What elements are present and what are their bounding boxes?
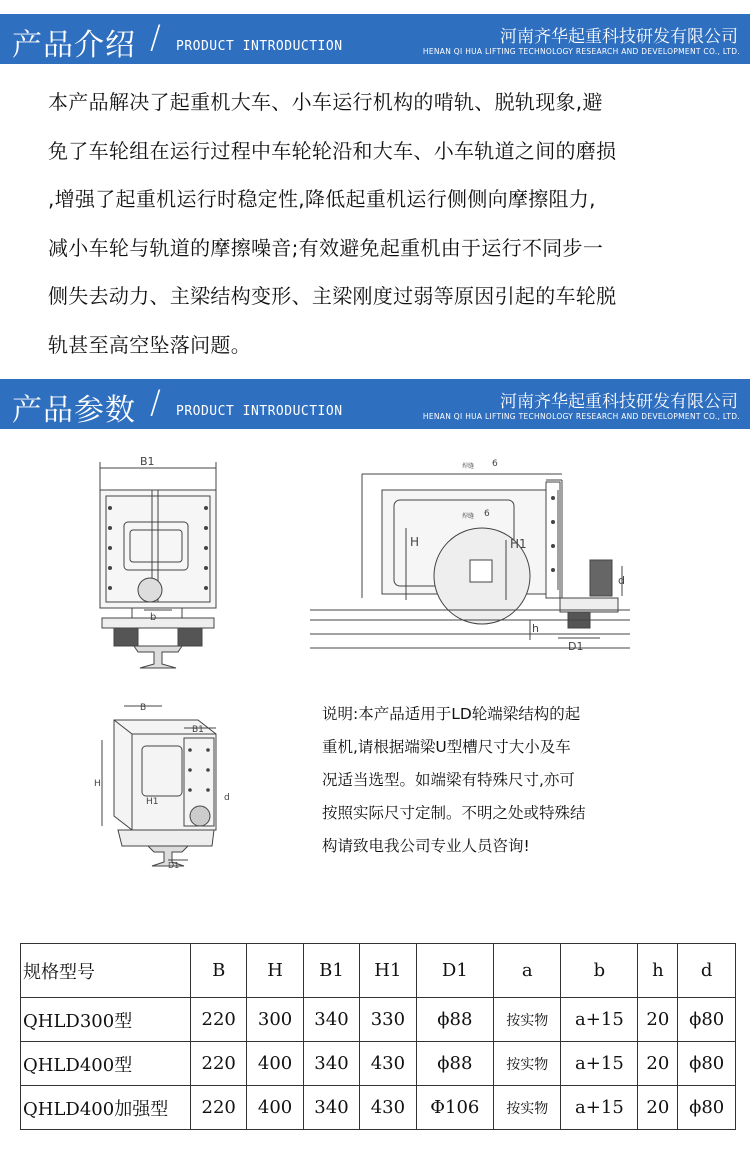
- note-line: 构请致电我公司专业人员咨询!: [322, 837, 530, 855]
- table-cell: 400: [247, 1086, 303, 1130]
- table-cell: a+15: [561, 1042, 638, 1086]
- label-b1: B1: [140, 455, 155, 468]
- table-cell: a+15: [561, 998, 638, 1042]
- table-header: D1: [416, 944, 494, 998]
- section-subtitle: PRODUCT INTRODUCTION: [176, 404, 343, 419]
- table-row: [21, 1086, 736, 1130]
- label-h: h: [532, 622, 539, 635]
- side-view-diagram: [310, 450, 630, 660]
- note-line: 按照实际尺寸定制。不明之处或特殊结: [322, 804, 586, 822]
- intro-line: 轨甚至高空坠落问题。: [48, 332, 251, 357]
- intro-line: 侧失去动力、主梁结构变形、主梁刚度过弱等原因引起的车轮脱: [48, 284, 617, 308]
- table-header: d: [678, 944, 736, 998]
- table-cell: 按实物: [494, 1086, 561, 1130]
- label-h1: H1: [510, 537, 527, 551]
- intro-line: 免了车轮组在运行过程中车轮轮沿和大车、小车轨道之间的磨损: [48, 138, 617, 163]
- company-name: 河南齐华起重科技研发有限公司: [500, 27, 738, 47]
- table-header: B: [191, 944, 247, 998]
- table-header: a: [494, 944, 561, 998]
- table-header: b: [561, 944, 638, 998]
- note-line: 说明:本产品适用于LD轮端梁结构的起: [322, 705, 581, 723]
- usage-note: [322, 698, 652, 863]
- table-header-row: [21, 944, 736, 998]
- section-banner-intro: [0, 14, 750, 64]
- table-header: H1: [360, 944, 416, 998]
- table-cell: 330: [360, 998, 416, 1042]
- table-cell: 220: [191, 1042, 247, 1086]
- intro-line: 减小车轮与轨道的摩擦噪音;有效避免起重机由于运行不同步一: [48, 235, 604, 260]
- table-cell: 20: [638, 1086, 678, 1130]
- label-weld-top: 6: [492, 459, 498, 469]
- label-h-cap: H: [410, 535, 420, 549]
- company-name: 河南齐华起重科技研发有限公司: [500, 392, 738, 412]
- label-h1: H1: [146, 797, 159, 807]
- label-d1: D1: [568, 640, 584, 653]
- table-row: [21, 998, 736, 1042]
- table-header: h: [638, 944, 678, 998]
- label-b: b: [150, 612, 157, 623]
- table-cell: QHLD300型: [21, 998, 191, 1042]
- table-cell: ϕ80: [678, 1042, 736, 1086]
- section-title: 产品介绍: [12, 28, 136, 63]
- table-cell: 430: [360, 1086, 416, 1130]
- intro-line: ,增强了起重机运行时稳定性,降低起重机运行侧侧向摩擦阻力,: [48, 187, 596, 211]
- note-line: 况适当选型。如端梁有特殊尺寸,亦可: [322, 771, 575, 789]
- company-name-en: HENAN QI HUA LIFTING TECHNOLOGY RESEARCH AND DEVELOPMENT CO., LTD.: [422, 412, 740, 421]
- table-cell: 按实物: [494, 1042, 561, 1086]
- table-cell: QHLD400型: [21, 1042, 191, 1086]
- label-weld-note-mid: 焊缝: [462, 513, 475, 520]
- table-cell: ϕ80: [678, 998, 736, 1042]
- label-d: d: [224, 793, 230, 803]
- spec-table: [20, 943, 736, 1130]
- title-slash: /: [150, 383, 161, 421]
- table-cell: 220: [191, 998, 247, 1042]
- table-cell: ϕ80: [678, 1086, 736, 1130]
- label-weld-note-top: 焊缝: [462, 463, 475, 470]
- section-subtitle: PRODUCT INTRODUCTION: [176, 39, 343, 54]
- table-cell: ϕ88: [416, 998, 494, 1042]
- table-cell: Φ106: [416, 1086, 494, 1130]
- label-weld-mid: 6: [484, 509, 490, 519]
- table-header: 规格型号: [21, 944, 191, 998]
- table-cell: 430: [360, 1042, 416, 1086]
- label-h-cap: H: [94, 779, 101, 789]
- table-cell: 20: [638, 1042, 678, 1086]
- company-name-en: HENAN QI HUA LIFTING TECHNOLOGY RESEARCH AND DEVELOPMENT CO., LTD.: [422, 47, 740, 56]
- table-cell: a+15: [561, 1086, 638, 1130]
- section-title: 产品参数: [12, 393, 136, 428]
- table-cell: 300: [247, 998, 303, 1042]
- table-cell: 20: [638, 998, 678, 1042]
- table-header: H: [247, 944, 303, 998]
- table-header: B1: [303, 944, 359, 998]
- table-cell: 340: [303, 998, 359, 1042]
- table-row: [21, 1042, 736, 1086]
- label-b1: B1: [192, 725, 204, 735]
- table-cell: 340: [303, 1086, 359, 1130]
- front-view-diagram: [88, 452, 228, 674]
- label-b-cap: B: [140, 703, 147, 713]
- perspective-view-diagram: [88, 700, 238, 872]
- section-banner-params: [0, 379, 750, 429]
- label-d1: D1: [168, 861, 180, 870]
- intro-text: [48, 78, 716, 369]
- table-cell: 按实物: [494, 998, 561, 1042]
- table-cell: 400: [247, 1042, 303, 1086]
- note-line: 重机,请根据端梁U型槽尺寸大小及车: [322, 738, 571, 756]
- title-slash: /: [150, 18, 161, 56]
- intro-line: 本产品解决了起重机大车、小车运行机构的啃轨、脱轨现象,避: [48, 90, 603, 114]
- table-cell: ϕ88: [416, 1042, 494, 1086]
- table-cell: QHLD400加强型: [21, 1086, 191, 1130]
- table-cell: 340: [303, 1042, 359, 1086]
- label-d: d: [618, 574, 625, 587]
- table-cell: 220: [191, 1086, 247, 1130]
